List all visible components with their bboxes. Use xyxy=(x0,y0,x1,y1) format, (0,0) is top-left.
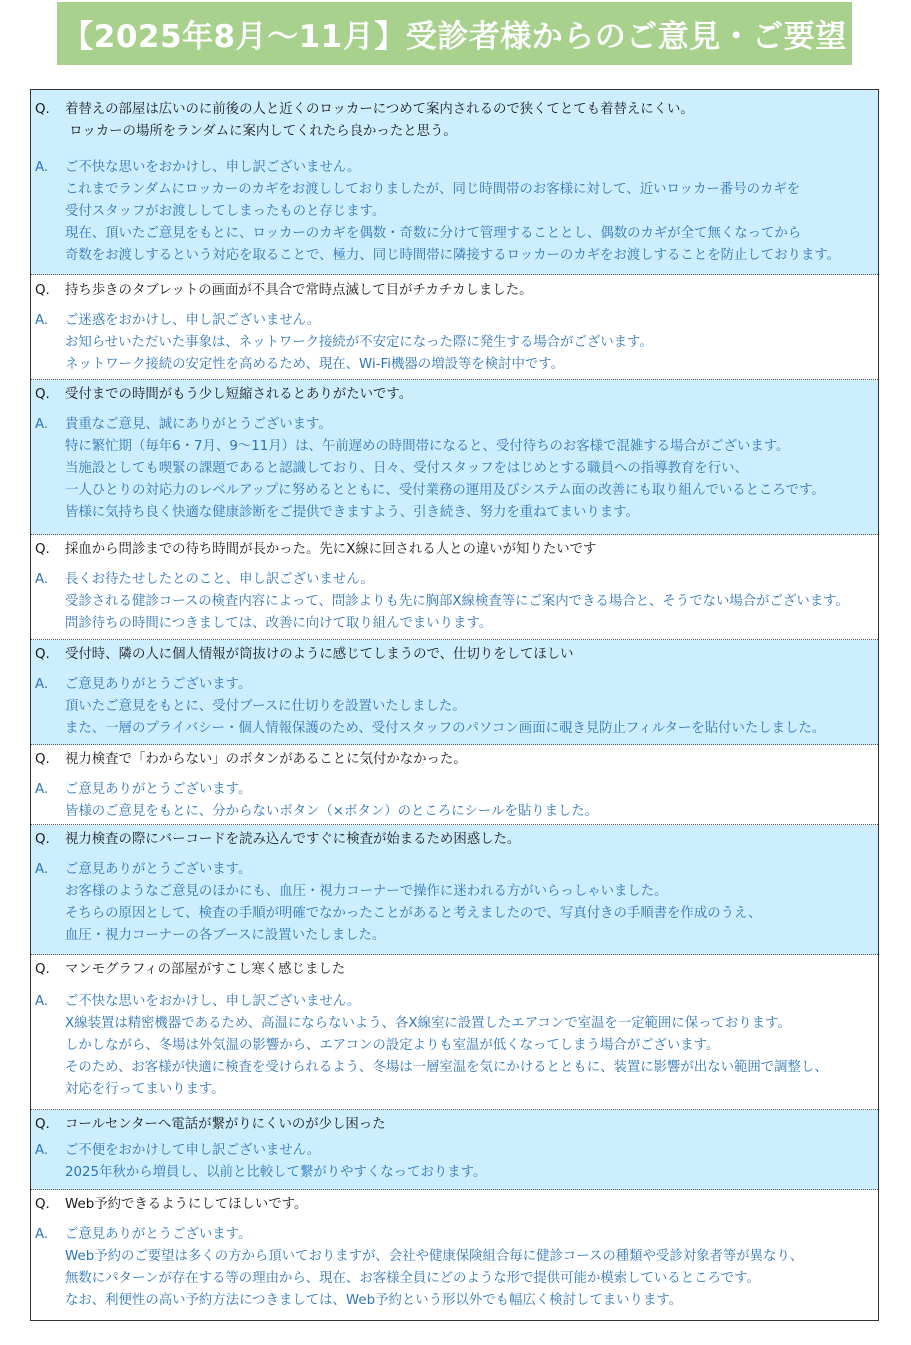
answer-marker: A. xyxy=(35,572,49,587)
answer-marker: A. xyxy=(35,417,49,432)
question xyxy=(35,539,872,561)
answer xyxy=(35,1140,872,1184)
qa-item xyxy=(31,1110,878,1190)
answer xyxy=(35,1224,872,1312)
question-text: コールセンターへ電話が繋がりにくいのが少し困った xyxy=(65,1117,386,1132)
question-marker: Q. xyxy=(35,387,50,402)
question xyxy=(35,959,872,981)
question-marker: Q. xyxy=(35,752,50,767)
question-marker: Q. xyxy=(35,1197,50,1212)
qa-item xyxy=(31,90,878,275)
answer-text: ご意見ありがとうございます。 Web予約のご要望は多くの方から頂いておりますが、会社や健康保険組合毎に健診コースの種類や受診対象者等が異なり、 無数にパターンが存在する等の理由から、現在、お客様全員にどのような形で提供可能か模索しているところです。 なお、利便性の高い予約方法につきましては、Web予約という形以外でも幅広く検討してまいります。 xyxy=(65,1227,804,1308)
qa-item xyxy=(31,275,878,380)
answer xyxy=(35,859,872,947)
answer-marker: A. xyxy=(35,782,49,797)
question-marker: Q. xyxy=(35,832,50,847)
question xyxy=(35,829,872,851)
question xyxy=(35,749,872,771)
qa-item xyxy=(31,380,878,535)
question xyxy=(35,1114,872,1136)
answer-text: ご不便をおかけして申し訳ございません。 2025年秋から増員し、以前と比較して繋がりやすくなっております。 xyxy=(65,1143,487,1180)
answer xyxy=(35,674,872,740)
question-text: 持ち歩きのタブレットの画面が不具合で常時点滅して目がチカチカしました。 xyxy=(65,283,533,298)
answer-text: ご迷惑をおかけし、申し訳ございません。 お知らせいただいた事象は、ネットワーク接続が不安定になった際に発生する場合がございます。 ネットワーク接続の安定性を高めるため、現在、Wi-Fi機器の増設等を検討中です。 xyxy=(65,313,653,372)
qa-table xyxy=(30,89,879,1321)
page-title: 【2025年8月～11月】受診者様からのご意見・ご要望 xyxy=(57,2,852,65)
question-text: 着替えの部屋は広いのに前後の人と近くのロッカーにつめて案内されるので狭くてとても着替えにくい。 ロッカーの場所をランダムに案内してくれたら良かったと思う。 xyxy=(65,102,694,139)
answer xyxy=(35,414,872,524)
answer-marker: A. xyxy=(35,1143,49,1158)
answer-marker: A. xyxy=(35,862,49,877)
qa-item xyxy=(31,955,878,1110)
answer-text: ご意見ありがとうございます。 頂いたご意見をもとに、受付ブースに仕切りを設置いたしました。 また、一層のプライバシー・個人情報保護のため、受付スタッフのパソコン画面に覗き見防止フィルターを貼付いたしました。 xyxy=(65,677,826,736)
qa-item xyxy=(31,1190,878,1320)
question xyxy=(35,384,872,406)
qa-item xyxy=(31,745,878,825)
qa-item xyxy=(31,825,878,955)
answer-marker: A. xyxy=(35,1227,49,1242)
answer-text: 貴重なご意見、誠にありがとうございます。 特に繁忙期（毎年6・7月、9～11月）は、午前遅めの時間帯になると、受付待ちのお客様で混雑する場合がございます。 当施設としても喫緊の課題であると認識しており、日々、受付スタッフをはじめとする職員への指導教育を行い、 一人ひとりの対応力のレベルアップに努めるとともに、受付業務の運用及びシステム面の改善にも取り組んでいるところです。 皆様に気持ち良く快適な健康診断をご提供できますよう、引き続き、努力を重ねてまいります。 xyxy=(65,417,825,520)
question xyxy=(35,99,872,143)
question-marker: Q. xyxy=(35,283,50,298)
answer xyxy=(35,779,872,823)
question-text: マンモグラフィの部屋がすこし寒く感じました xyxy=(65,962,346,977)
answer-marker: A. xyxy=(35,677,49,692)
answer-text: 長くお待たせしたとのこと、申し訳ございません。 受診される健診コースの検査内容によって、問診よりも先に胸部X線検査等にご案内できる場合と、そうでない場合がございます。 問診待ちの時間につきましては、改善に向けて取り組んでまいります。 xyxy=(65,572,849,631)
question xyxy=(35,280,872,302)
answer-text: ご意見ありがとうございます。 皆様のご意見をもとに、分からないボタン（×ボタン）のところにシールを貼りました。 xyxy=(65,782,599,819)
answer-marker: A. xyxy=(35,160,49,175)
answer xyxy=(35,991,872,1101)
question-text: 視力検査で「わからない」のボタンがあることに気付かなかった。 xyxy=(65,752,467,767)
qa-item xyxy=(31,535,878,640)
answer xyxy=(35,569,872,635)
question-text: 受付までの時間がもう少し短縮されるとありがたいです。 xyxy=(65,387,413,402)
question xyxy=(35,644,872,666)
question-marker: Q. xyxy=(35,1117,50,1132)
qa-item xyxy=(31,640,878,745)
question-text: 採血から問診までの待ち時間が長かった。先にX線に回される人との違いが知りたいです xyxy=(65,542,597,557)
answer-marker: A. xyxy=(35,313,49,328)
question-marker: Q. xyxy=(35,542,50,557)
answer-text: ご不快な思いをおかけし、申し訳ございません。 これまでランダムにロッカーのカギをお渡ししておりましたが、同じ時間帯のお客様に対して、近いロッカー番号のカギを 受付スタッフがお渡ししてしまったものと存じます。 現在、頂いたご意見をもとに、ロッカーのカギを偶数・奇数に分けて管理することとし、偶数のカギが全て無くなってから 奇数をお渡しするという対応を取ることで、極力、同じ時間帯に隣接するロッカーのカギをお渡しすることを防止しております。 xyxy=(65,160,841,263)
question-text: Web予約できるようにしてほしいです。 xyxy=(65,1197,308,1212)
question-marker: Q. xyxy=(35,962,50,977)
question xyxy=(35,1194,872,1216)
question-marker: Q. xyxy=(35,102,50,117)
question-text: 視力検査の際にバーコードを読み込んですぐに検査が始まるため困惑した。 xyxy=(65,832,521,847)
answer-marker: A. xyxy=(35,994,49,1009)
answer-text: ご意見ありがとうございます。 お客様のようなご意見のほかにも、血圧・視力コーナーで操作に迷われる方がいらっしゃいました。 そちらの原因として、検査の手順が明確でなかったことがあると考えましたので、写真付きの手順書を作成のうえ、 血圧・視力コーナーの各ブースに設置いたしました。 xyxy=(65,862,762,943)
question-text: 受付時、隣の人に個人情報が筒抜けのように感じてしまうので、仕切りをしてほしい xyxy=(65,647,574,662)
answer xyxy=(35,310,872,376)
answer-text: ご不快な思いをおかけし、申し訳ございません。 X線装置は精密機器であるため、高温にならないよう、各X線室に設置したエアコンで室温を一定範囲に保っております。 しかしながら、冬場は外気温の影響から、エアコンの設定よりも室温が低くなってしまう場合がございます。 そのため、お客様が快適に検査を受けられるよう、冬場は一層室温を気にかけるとともに、装置に影響が出ない範囲で調整し、 対応を行ってまいります。 xyxy=(65,994,828,1097)
question-marker: Q. xyxy=(35,647,50,662)
answer xyxy=(35,157,872,267)
